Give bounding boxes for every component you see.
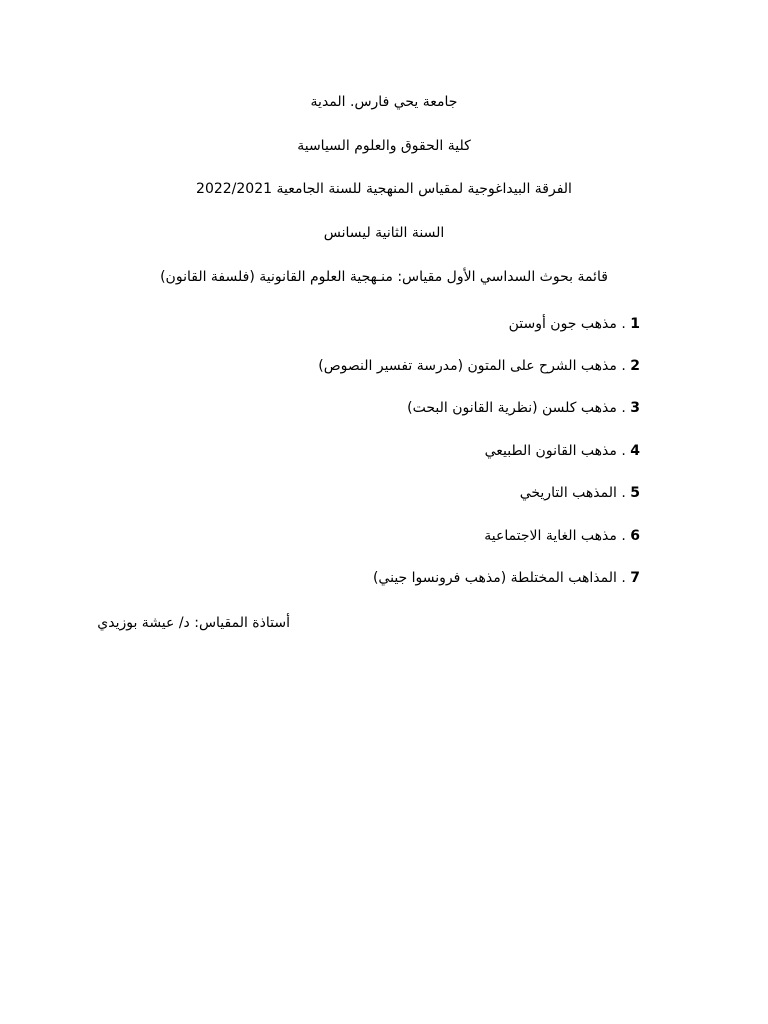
list-item-number: 5 [630,485,640,501]
university-name: جامعة يحي فارس. المدية [310,94,458,110]
list-item-text: . مذهب كلسن (نظرية القانون البحت) [407,400,626,416]
faculty-name: كلية الحقوق والعلوم السياسية [297,138,471,154]
list-item [509,314,640,334]
list-item [318,356,640,376]
list-item-number: 4 [630,443,640,459]
list-item [484,526,640,546]
list-item-text: . مذهب جون أوستن [508,316,626,332]
research-list-title: قائمة بحوث السداسي الأول مقياس: منـهجية العلوم القانونية (فلسفة القانون) [160,269,608,285]
list-item-text: . المذهب التاريخي [519,485,626,501]
list-item-number: 7 [630,570,640,586]
list-item-number: 3 [630,400,640,416]
academic-year-level: السنة الثانية ليسانس [323,225,445,241]
list-item-number: 6 [630,528,640,544]
list-item-number: 1 [630,316,640,332]
list-item-text: . مذهب الغاية الاجتماعية [484,528,626,544]
pedagogical-team-title: الفرقة البيداغوجية لمقياس المنهجية للسنة الجامعية 2022/2021 [196,181,572,197]
list-item [373,568,640,588]
list-item-text: . المذاهب المختلطة (مذهب فرونسوا جيني) [372,570,626,586]
list-item [485,441,640,461]
list-item-text: . مذهب الشرح على المتون (مدرسة تفسير النصوص) [318,358,626,374]
list-item [520,483,640,503]
professor-signature: أستاذة المقياس: د/ عيشة بوزيدي [97,615,290,631]
list-item-number: 2 [630,358,640,374]
list-item-text: . مذهب القانون الطبيعي [484,443,626,459]
list-item [407,398,640,418]
